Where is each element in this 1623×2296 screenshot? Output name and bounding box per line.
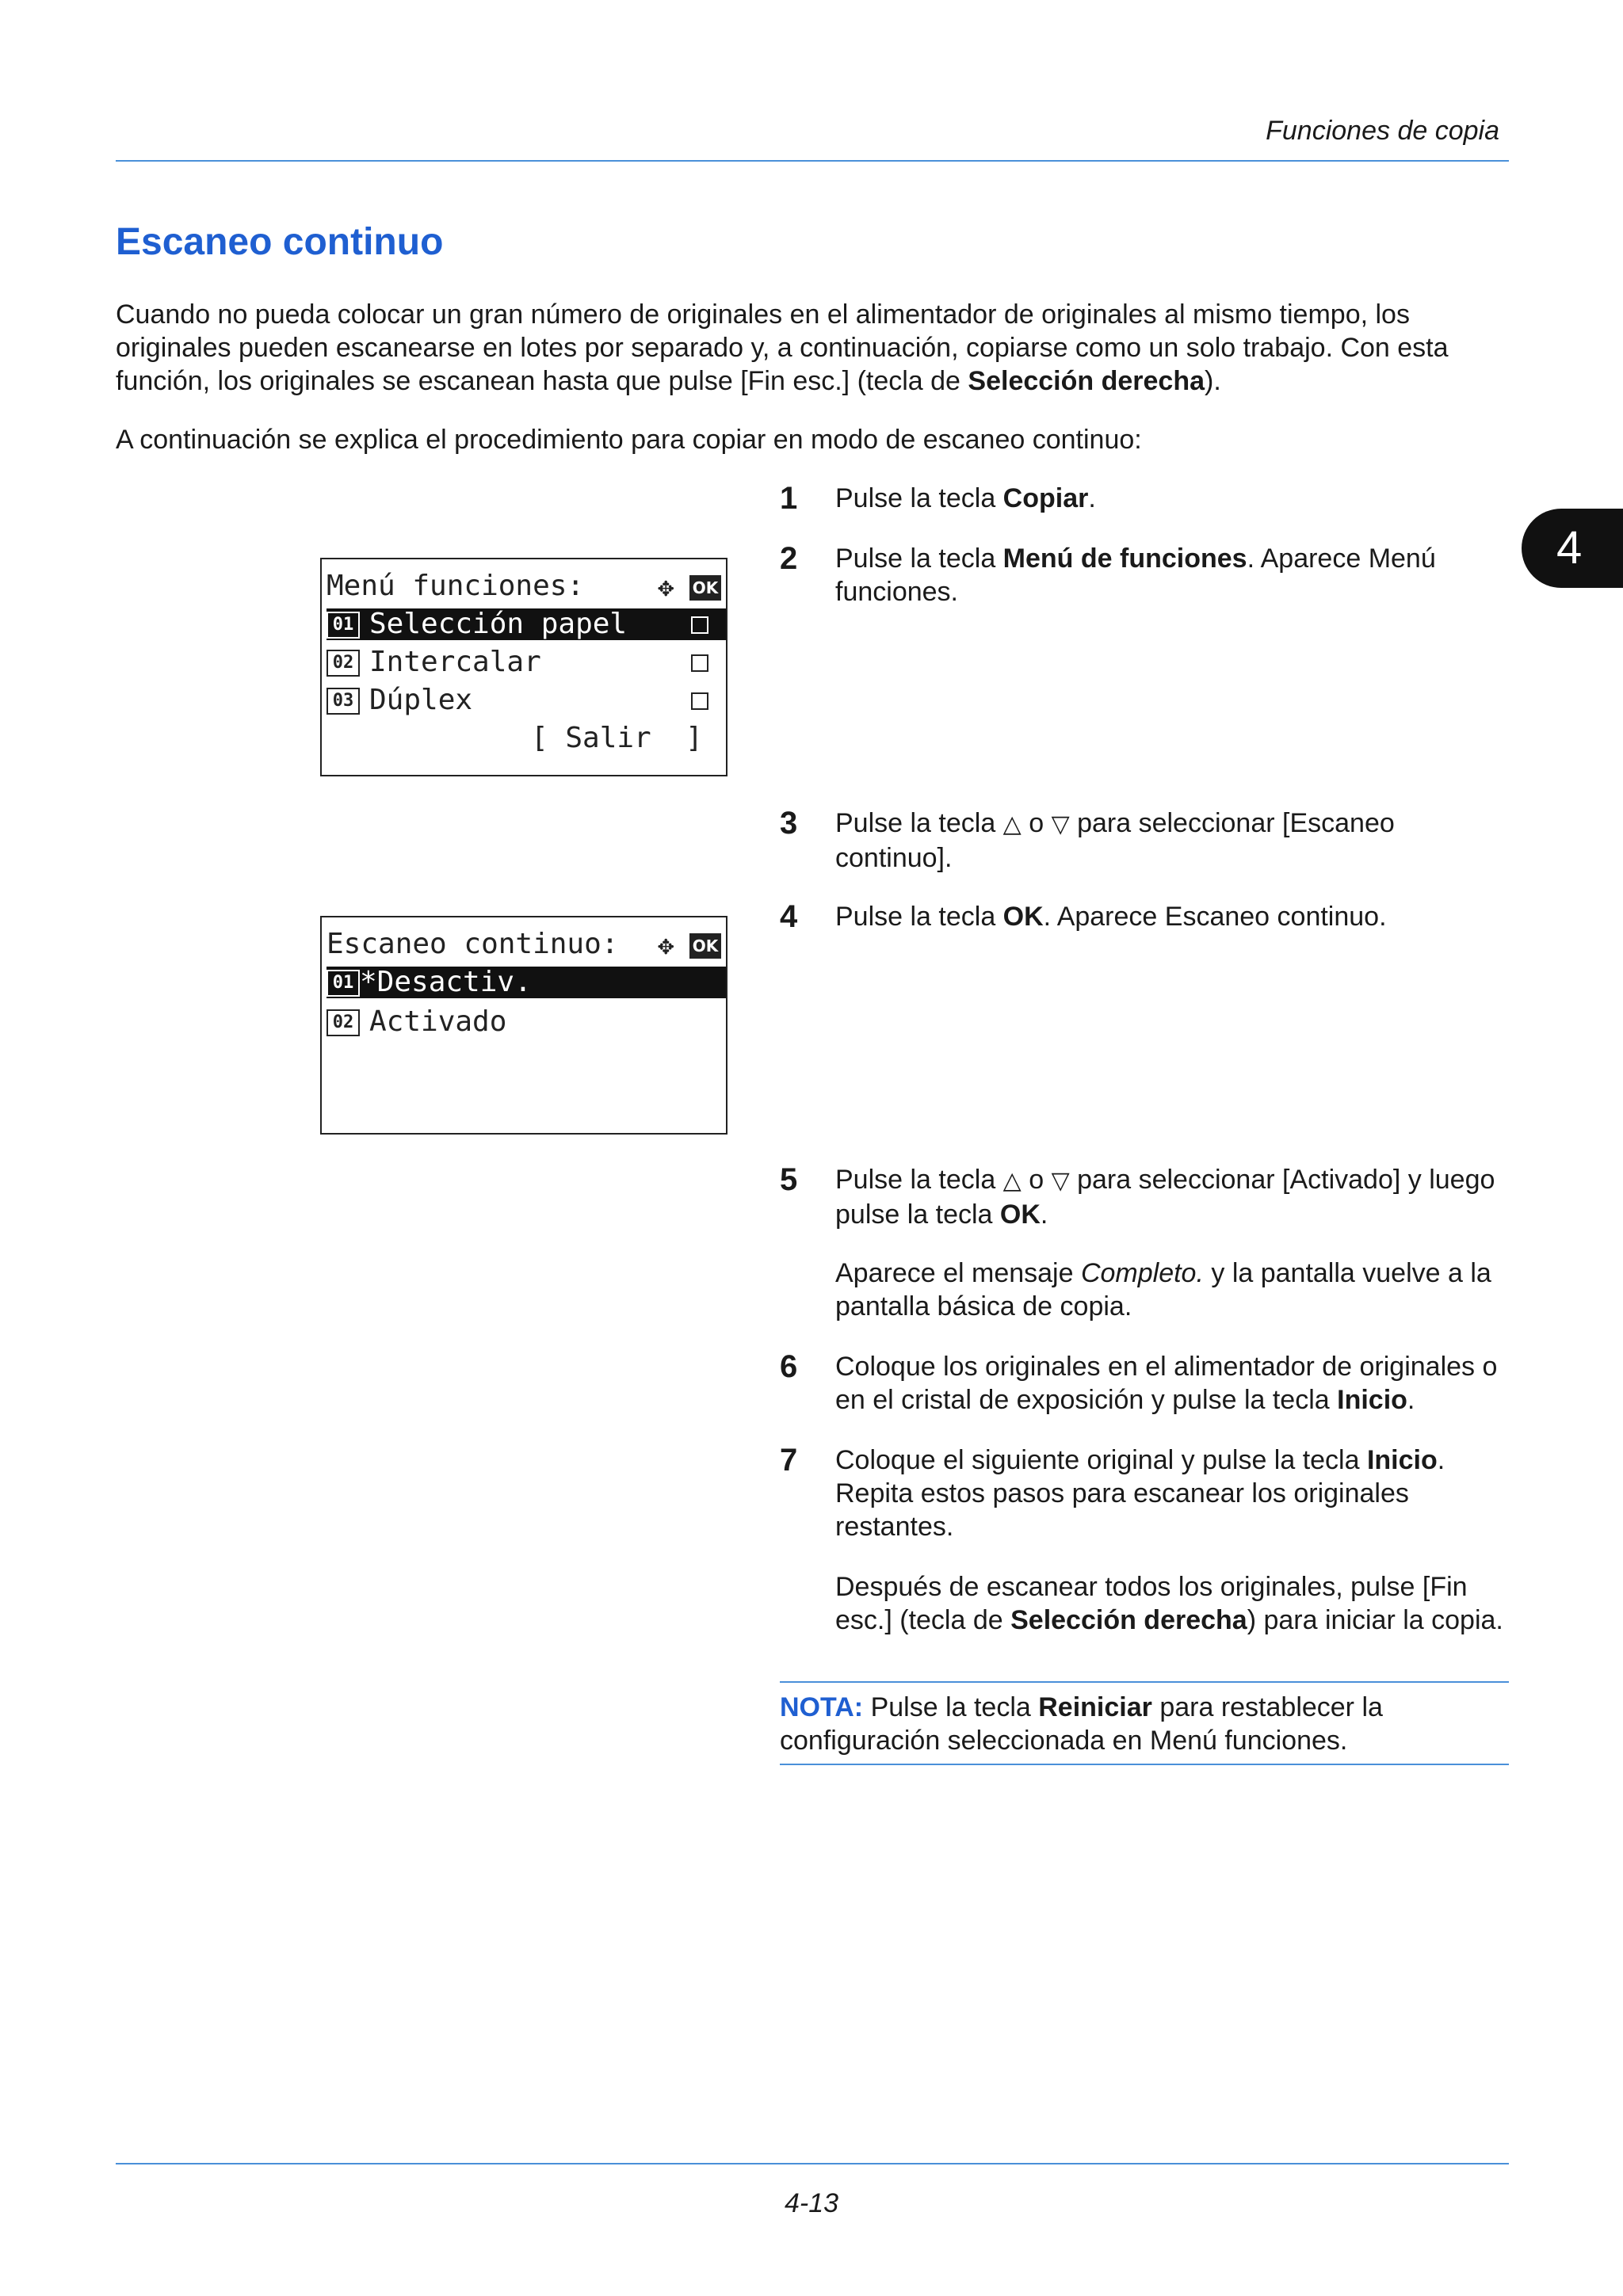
note-bottom-rule [780, 1764, 1509, 1765]
down-arrow-key-icon: ▽ [1051, 1168, 1070, 1194]
number-1-icon: 01 [327, 970, 360, 997]
lcd-item-3: 03 Dúplex [327, 685, 726, 716]
section-title: Escaneo continuo [116, 221, 444, 263]
note-top-rule [780, 1681, 1509, 1683]
lcd-item-1: 01 *Desactiv. [327, 967, 726, 998]
up-arrow-key-icon: △ [1002, 1168, 1022, 1194]
down-arrow-key-icon: ▽ [1051, 811, 1070, 837]
up-arrow-key-icon: △ [1002, 811, 1022, 837]
navigation-arrows-icon: ✥ [658, 571, 674, 603]
footer-rule [116, 2163, 1509, 2164]
intro-paragraph: Cuando no pueda colocar un gran número de originales en el alimentador de originales al mismo tiempo, los originales pueden escanearse en lotes por separado y, a continuación, copiarse como un solo trabajo. Con esta función, los originales se escanean hasta que pulse [Fin esc.] (tecla de Selección derecha). [116, 299, 1449, 396]
step-5-result: Aparece el mensaje Completo. y la pantalla vuelve a la pantalla básica de copia. [835, 1258, 1491, 1322]
lcd-item-1: 01 Selección papel [327, 608, 726, 640]
navigation-arrows-icon: ✥ [658, 929, 674, 961]
lcd-item-2: 02 Intercalar [327, 646, 726, 678]
lcd-item-2: 02 Activado [327, 1006, 726, 1038]
number-1-icon: 01 [327, 612, 360, 639]
header-rule [116, 160, 1509, 162]
number-2-icon: 02 [327, 650, 360, 677]
running-header: Funciones de copia [1266, 116, 1499, 146]
note: NOTA: Pulse la tecla Reiniciar para restablecer la configuración seleccionada en Menú funciones. [780, 1692, 1383, 1756]
ok-icon: OK [689, 933, 721, 959]
lcd-menu-funciones [320, 558, 727, 776]
checkbox-icon [691, 692, 708, 710]
checkbox-icon [691, 654, 708, 672]
ok-icon: OK [689, 575, 721, 601]
checkbox-icon [691, 616, 708, 634]
lcd-title: Menú funciones: [327, 570, 585, 602]
chapter-tab: 4 [1522, 509, 1623, 588]
number-3-icon: 03 [327, 688, 360, 715]
procedure-intro: A continuación se explica el procedimiento para copiar en modo de escaneo continuo: [116, 425, 1142, 455]
step-7-result: Después de escanear todos los originales, pulse [Fin esc.] (tecla de Selección derecha) para iniciar la copia. [835, 1572, 1503, 1635]
lcd-escaneo-continuo [320, 916, 727, 1135]
lcd-title: Escaneo continuo: [327, 928, 619, 960]
lcd-exit-softkey: [ Salir ] [531, 722, 703, 754]
page-number: 4-13 [784, 2188, 839, 2218]
number-2-icon: 02 [327, 1009, 360, 1036]
